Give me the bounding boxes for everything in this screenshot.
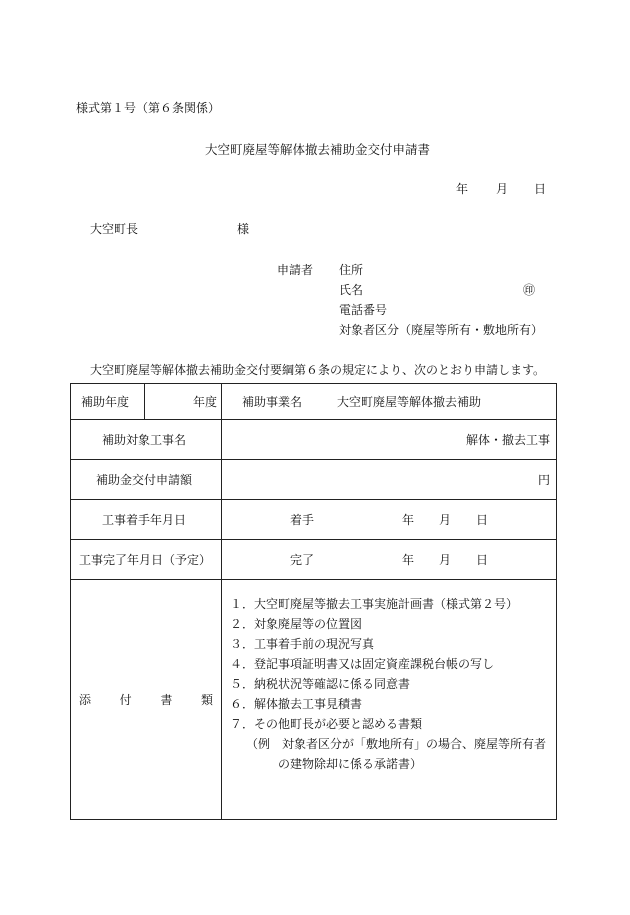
fiscal-year-field[interactable] [145, 384, 222, 420]
subsidy-amount-label: 補助金交付申請額 [71, 460, 222, 500]
addressee-name: 大空町長 [90, 222, 139, 236]
address-label: 住所 [339, 263, 364, 277]
start-date-month: 月 [439, 513, 452, 527]
attachments-label-char: 書 [160, 693, 173, 707]
start-date-prefix: 着手 [290, 513, 315, 527]
start-date-day: 日 [476, 513, 489, 527]
fiscal-year-unit: 年度 [192, 395, 217, 409]
attachments-list [222, 580, 556, 774]
attachments-label [71, 580, 222, 820]
applicant-category-label: 対象者区分（廃屋等所有・敷地所有） [339, 323, 544, 337]
date-year-label: 年 [456, 182, 469, 196]
attachment-item: ６．解体撤去工事見積書 [230, 697, 363, 711]
fiscal-year-label: 補助年度 [71, 384, 145, 420]
project-name-cell [222, 384, 557, 420]
date-month-label: 月 [496, 182, 509, 196]
completion-date-day: 日 [476, 553, 489, 567]
row-target-work [71, 420, 557, 460]
subsidy-amount-field[interactable] [222, 460, 557, 500]
completion-date-year: 年 [402, 553, 415, 567]
application-table [70, 383, 557, 820]
start-date-label: 工事着手年月日 [71, 500, 222, 540]
form-number: 様式第１号（第６条関係） [76, 101, 221, 115]
intro-text: 大空町廃屋等解体撤去補助金交付要綱第６条の規定により、次のとおり申請します。 [90, 363, 546, 377]
row-completion-date [71, 540, 557, 580]
attachment-note-line2: の建物除却に係る承諾書） [278, 757, 423, 771]
completion-date-month: 月 [439, 553, 452, 567]
completion-date-prefix: 完了 [290, 553, 315, 567]
project-name-label: 補助事業名 [242, 395, 303, 409]
completion-date-field[interactable] [222, 540, 557, 580]
attachment-item: ３．工事着手前の現況写真 [230, 637, 375, 651]
attachment-item: ４．登記事項証明書又は固定資産課税台帳の写し [230, 657, 495, 671]
attachments-label-char: 付 [119, 693, 132, 707]
row-subsidy-amount [71, 460, 557, 500]
attachment-note-line1: （例 対象者区分が「敷地所有」の場合、廃屋等所有者 [246, 737, 547, 751]
attachment-item: ２．対象廃屋等の位置図 [230, 617, 363, 631]
start-date-year: 年 [402, 513, 415, 527]
completion-date-label: 工事完了年月日（予定） [71, 540, 222, 580]
target-work-label: 補助対象工事名 [71, 420, 222, 460]
attachment-item: ７．その他町長が必要と認める書類 [230, 717, 423, 731]
start-date-field[interactable] [222, 500, 557, 540]
target-work-value: 解体・撤去工事 [222, 420, 557, 460]
attachments-label-char: 類 [200, 693, 213, 707]
attachment-item: １．大空町廃屋等撤去工事実施計画書（様式第２号） [230, 597, 519, 611]
attachments-list-cell [222, 580, 557, 820]
row-attachments [71, 580, 557, 820]
attachment-item: ５．納税状況等確認に係る同意書 [230, 677, 411, 691]
addressee-honorific: 様 [237, 222, 250, 236]
document-title: 大空町廃屋等解体撤去補助金交付申請書 [205, 142, 431, 157]
phone-label: 電話番号 [339, 303, 388, 317]
name-label: 氏名 [339, 283, 364, 297]
seal-mark: ㊞ [523, 283, 536, 297]
subsidy-amount-unit: 円 [537, 473, 550, 487]
attachments-label-char: 添 [79, 693, 92, 707]
date-day-label: 日 [534, 182, 547, 196]
row-start-date [71, 500, 557, 540]
project-name-value: 大空町廃屋等解体撤去補助 [337, 395, 482, 409]
applicant-label: 申請者 [277, 263, 314, 277]
row-fiscal-year [71, 384, 557, 420]
